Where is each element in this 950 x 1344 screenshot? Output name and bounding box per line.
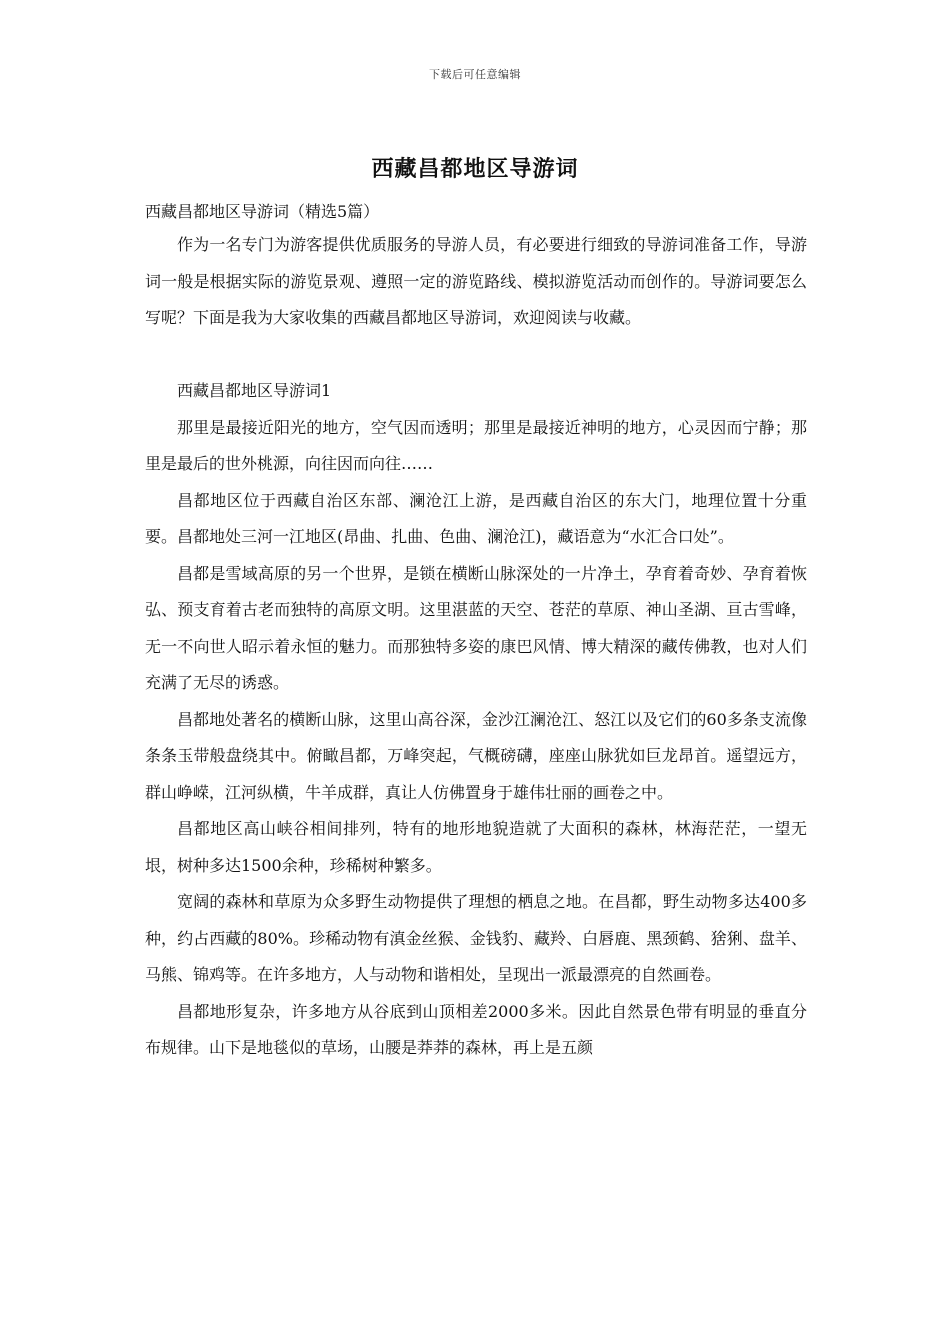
body-paragraph: 那里是最接近阳光的地方，空气因而透明；那里是最接近神明的地方，心灵因而宁静；那里是最后的世外桃源，向往因而向往…… xyxy=(145,417,807,473)
document-body xyxy=(145,196,807,1067)
body-paragraph: 昌都地处著名的横断山脉，这里山高谷深，金沙江澜沧江、怒江以及它们的60多条支流像条条玉带般盘绕其中。俯瞰昌都，万峰突起，气概磅礴，座座山脉犹如巨龙昂首。遥望远方，群山峥嵘，江河纵横，牛羊成群，真让人仿佛置身于雄伟壮丽的画卷之中。 xyxy=(145,709,807,802)
document-title: 西藏昌都地区导游词 xyxy=(371,156,579,182)
body-paragraph: 宽阔的森林和草原为众多野生动物提供了理想的栖息之地。在昌都，野生动物多达400多种，约占西藏的80%。珍稀动物有滇金丝猴、金钱豹、藏羚、白唇鹿、黑颈鹤、猞猁、盘羊、马熊、锦鸡等。在许多地方，人与动物和谐相处，呈现出一派最漂亮的自然画卷。 xyxy=(145,892,807,984)
body-paragraph: 昌都是雪域高原的另一个世界，是锁在横断山脉深处的一片净土，孕育着奇妙、孕育着恢弘、预支育着古老而独特的高原文明。这里湛蓝的天空、苍茫的草原、神山圣湖、亘古雪峰，无一不向世人昭示着永恒的魅力。而那独特多姿的康巴风情、博大精深的藏传佛教，也对人们充满了无尽的诱惑。 xyxy=(145,563,807,692)
intro-paragraph: 作为一名专门为游客提供优质服务的导游人员，有必要进行细致的导游词准备工作，导游词一般是根据实际的游览景观、遵照一定的游览路线、模拟游览活动而创作的。导游词要怎么写呢？下面是我为大家收集的西藏昌都地区导游词，欢迎阅读与收藏。 xyxy=(145,235,807,327)
body-paragraph: 昌都地形复杂，许多地方从谷底到山顶相差2000多米。因此自然景色带有明显的垂直分布规律。山下是地毯似的草场，山腰是莽莽的森林，再上是五颜 xyxy=(145,1001,807,1057)
body-paragraph: 昌都地区高山峡谷相间排列，特有的地形地貌造就了大面积的森林，林海茫茫，一望无垠，树种多达1500余种，珍稀树种繁多。 xyxy=(145,819,807,875)
page-header-note: 下载后可任意编辑 xyxy=(429,68,521,81)
blank-line xyxy=(145,337,807,374)
document-subtitle: 西藏昌都地区导游词（精选5篇） xyxy=(145,202,380,221)
body-paragraph: 昌都地区位于西藏自治区东部、澜沧江上游，是西藏自治区的东大门，地理位置十分重要。昌都地处三河一江地区(昂曲、扎曲、色曲、澜沧江)，藏语意为“水汇合口处”。 xyxy=(145,490,807,546)
section-heading: 西藏昌都地区导游词1 xyxy=(177,381,332,400)
